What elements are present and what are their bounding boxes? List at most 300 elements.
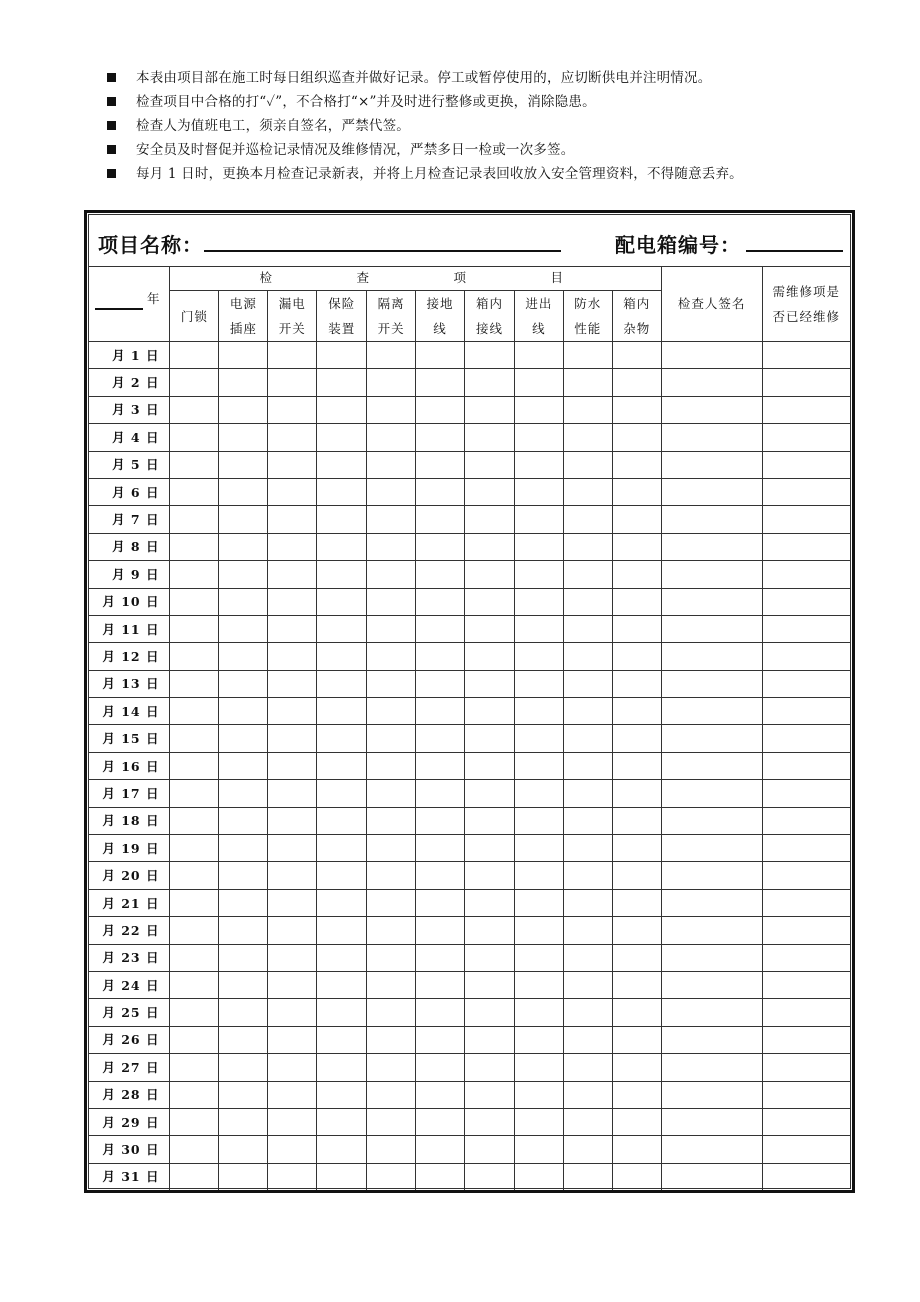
inspector-signature-cell[interactable] — [661, 1136, 762, 1163]
check-cell[interactable] — [219, 588, 268, 615]
inspector-signature-cell[interactable] — [661, 369, 762, 396]
inspector-signature-cell[interactable] — [661, 862, 762, 889]
inspector-signature-cell[interactable] — [661, 725, 762, 752]
check-cell[interactable] — [612, 780, 661, 807]
check-cell[interactable] — [170, 670, 219, 697]
check-cell[interactable] — [219, 424, 268, 451]
check-cell[interactable] — [367, 835, 416, 862]
check-cell[interactable] — [268, 342, 317, 369]
repair-status-cell[interactable] — [762, 1136, 850, 1163]
check-cell[interactable] — [563, 588, 612, 615]
repair-status-cell[interactable] — [762, 780, 850, 807]
check-cell[interactable] — [268, 752, 317, 779]
check-cell[interactable] — [317, 533, 367, 560]
check-cell[interactable] — [612, 1136, 661, 1163]
check-cell[interactable] — [170, 424, 219, 451]
check-cell[interactable] — [416, 1136, 465, 1163]
repair-status-cell[interactable] — [762, 369, 850, 396]
inspector-signature-cell[interactable] — [661, 889, 762, 916]
check-cell[interactable] — [367, 588, 416, 615]
check-cell[interactable] — [465, 1163, 515, 1190]
check-cell[interactable] — [416, 670, 465, 697]
check-cell[interactable] — [367, 396, 416, 423]
check-cell[interactable] — [268, 478, 317, 505]
check-cell[interactable] — [170, 588, 219, 615]
check-cell[interactable] — [612, 396, 661, 423]
check-cell[interactable] — [170, 1136, 219, 1163]
inspector-signature-cell[interactable] — [661, 1054, 762, 1081]
check-cell[interactable] — [317, 1026, 367, 1053]
check-cell[interactable] — [563, 725, 612, 752]
check-cell[interactable] — [317, 561, 367, 588]
check-cell[interactable] — [514, 1108, 563, 1135]
check-cell[interactable] — [416, 1026, 465, 1053]
check-cell[interactable] — [563, 533, 612, 560]
check-cell[interactable] — [416, 807, 465, 834]
check-cell[interactable] — [563, 1163, 612, 1190]
check-cell[interactable] — [268, 424, 317, 451]
inspector-signature-cell[interactable] — [661, 1026, 762, 1053]
repair-status-cell[interactable] — [762, 615, 850, 642]
check-cell[interactable] — [317, 424, 367, 451]
check-cell[interactable] — [514, 369, 563, 396]
check-cell[interactable] — [514, 643, 563, 670]
check-cell[interactable] — [465, 807, 515, 834]
check-cell[interactable] — [170, 862, 219, 889]
check-cell[interactable] — [317, 752, 367, 779]
check-cell[interactable] — [612, 369, 661, 396]
check-cell[interactable] — [416, 533, 465, 560]
check-cell[interactable] — [563, 1081, 612, 1108]
check-cell[interactable] — [219, 478, 268, 505]
check-cell[interactable] — [317, 670, 367, 697]
inspector-signature-cell[interactable] — [661, 533, 762, 560]
check-cell[interactable] — [514, 615, 563, 642]
check-cell[interactable] — [514, 533, 563, 560]
check-cell[interactable] — [268, 1136, 317, 1163]
inspector-signature-cell[interactable] — [661, 643, 762, 670]
check-cell[interactable] — [317, 1163, 367, 1190]
check-cell[interactable] — [563, 807, 612, 834]
check-cell[interactable] — [416, 971, 465, 998]
check-cell[interactable] — [514, 889, 563, 916]
check-cell[interactable] — [416, 561, 465, 588]
check-cell[interactable] — [563, 1136, 612, 1163]
check-cell[interactable] — [268, 533, 317, 560]
repair-status-cell[interactable] — [762, 807, 850, 834]
check-cell[interactable] — [416, 780, 465, 807]
check-cell[interactable] — [219, 999, 268, 1026]
check-cell[interactable] — [612, 1081, 661, 1108]
box-number-field[interactable] — [746, 250, 843, 252]
check-cell[interactable] — [170, 533, 219, 560]
repair-status-cell[interactable] — [762, 451, 850, 478]
check-cell[interactable] — [268, 588, 317, 615]
check-cell[interactable] — [612, 889, 661, 916]
check-cell[interactable] — [367, 862, 416, 889]
check-cell[interactable] — [465, 971, 515, 998]
check-cell[interactable] — [612, 506, 661, 533]
repair-status-cell[interactable] — [762, 971, 850, 998]
repair-status-cell[interactable] — [762, 917, 850, 944]
check-cell[interactable] — [514, 944, 563, 971]
inspector-signature-cell[interactable] — [661, 670, 762, 697]
check-cell[interactable] — [465, 670, 515, 697]
check-cell[interactable] — [465, 752, 515, 779]
check-cell[interactable] — [367, 561, 416, 588]
check-cell[interactable] — [563, 917, 612, 944]
check-cell[interactable] — [416, 1108, 465, 1135]
check-cell[interactable] — [367, 478, 416, 505]
check-cell[interactable] — [465, 1108, 515, 1135]
check-cell[interactable] — [612, 971, 661, 998]
check-cell[interactable] — [317, 643, 367, 670]
check-cell[interactable] — [612, 835, 661, 862]
check-cell[interactable] — [367, 1081, 416, 1108]
check-cell[interactable] — [514, 725, 563, 752]
check-cell[interactable] — [514, 999, 563, 1026]
check-cell[interactable] — [317, 971, 367, 998]
repair-status-cell[interactable] — [762, 670, 850, 697]
check-cell[interactable] — [465, 506, 515, 533]
check-cell[interactable] — [170, 396, 219, 423]
check-cell[interactable] — [563, 999, 612, 1026]
check-cell[interactable] — [612, 533, 661, 560]
repair-status-cell[interactable] — [762, 424, 850, 451]
inspector-signature-cell[interactable] — [661, 1163, 762, 1190]
check-cell[interactable] — [317, 780, 367, 807]
check-cell[interactable] — [367, 917, 416, 944]
check-cell[interactable] — [219, 396, 268, 423]
check-cell[interactable] — [514, 780, 563, 807]
check-cell[interactable] — [268, 1026, 317, 1053]
check-cell[interactable] — [317, 396, 367, 423]
check-cell[interactable] — [170, 752, 219, 779]
check-cell[interactable] — [367, 971, 416, 998]
check-cell[interactable] — [612, 643, 661, 670]
check-cell[interactable] — [268, 643, 317, 670]
inspector-signature-cell[interactable] — [661, 478, 762, 505]
check-cell[interactable] — [317, 917, 367, 944]
check-cell[interactable] — [465, 588, 515, 615]
check-cell[interactable] — [367, 698, 416, 725]
check-cell[interactable] — [416, 835, 465, 862]
check-cell[interactable] — [367, 780, 416, 807]
check-cell[interactable] — [416, 396, 465, 423]
inspector-signature-cell[interactable] — [661, 917, 762, 944]
check-cell[interactable] — [514, 1081, 563, 1108]
check-cell[interactable] — [465, 478, 515, 505]
check-cell[interactable] — [317, 889, 367, 916]
check-cell[interactable] — [219, 862, 268, 889]
check-cell[interactable] — [268, 1108, 317, 1135]
check-cell[interactable] — [465, 917, 515, 944]
check-cell[interactable] — [367, 889, 416, 916]
repair-status-cell[interactable] — [762, 835, 850, 862]
check-cell[interactable] — [563, 780, 612, 807]
check-cell[interactable] — [612, 698, 661, 725]
check-cell[interactable] — [170, 506, 219, 533]
check-cell[interactable] — [219, 1163, 268, 1190]
check-cell[interactable] — [465, 615, 515, 642]
check-cell[interactable] — [612, 752, 661, 779]
check-cell[interactable] — [563, 862, 612, 889]
check-cell[interactable] — [612, 670, 661, 697]
check-cell[interactable] — [268, 944, 317, 971]
check-cell[interactable] — [416, 369, 465, 396]
check-cell[interactable] — [317, 342, 367, 369]
check-cell[interactable] — [367, 533, 416, 560]
check-cell[interactable] — [514, 670, 563, 697]
check-cell[interactable] — [317, 862, 367, 889]
repair-status-cell[interactable] — [762, 698, 850, 725]
check-cell[interactable] — [465, 533, 515, 560]
check-cell[interactable] — [219, 561, 268, 588]
check-cell[interactable] — [563, 396, 612, 423]
check-cell[interactable] — [612, 615, 661, 642]
inspector-signature-cell[interactable] — [661, 971, 762, 998]
check-cell[interactable] — [612, 561, 661, 588]
check-cell[interactable] — [367, 424, 416, 451]
check-cell[interactable] — [465, 1026, 515, 1053]
check-cell[interactable] — [514, 424, 563, 451]
inspector-signature-cell[interactable] — [661, 999, 762, 1026]
check-cell[interactable] — [465, 725, 515, 752]
check-cell[interactable] — [268, 889, 317, 916]
check-cell[interactable] — [416, 506, 465, 533]
inspector-signature-cell[interactable] — [661, 615, 762, 642]
check-cell[interactable] — [268, 670, 317, 697]
check-cell[interactable] — [465, 999, 515, 1026]
check-cell[interactable] — [563, 424, 612, 451]
check-cell[interactable] — [465, 1136, 515, 1163]
check-cell[interactable] — [563, 752, 612, 779]
repair-status-cell[interactable] — [762, 561, 850, 588]
check-cell[interactable] — [219, 944, 268, 971]
check-cell[interactable] — [465, 342, 515, 369]
check-cell[interactable] — [416, 342, 465, 369]
check-cell[interactable] — [416, 1081, 465, 1108]
check-cell[interactable] — [563, 889, 612, 916]
check-cell[interactable] — [563, 369, 612, 396]
check-cell[interactable] — [612, 342, 661, 369]
check-cell[interactable] — [219, 752, 268, 779]
inspector-signature-cell[interactable] — [661, 752, 762, 779]
check-cell[interactable] — [268, 807, 317, 834]
check-cell[interactable] — [563, 1108, 612, 1135]
check-cell[interactable] — [612, 478, 661, 505]
inspector-signature-cell[interactable] — [661, 835, 762, 862]
inspector-signature-cell[interactable] — [661, 506, 762, 533]
check-cell[interactable] — [268, 917, 317, 944]
check-cell[interactable] — [367, 1108, 416, 1135]
check-cell[interactable] — [170, 615, 219, 642]
check-cell[interactable] — [219, 533, 268, 560]
check-cell[interactable] — [367, 807, 416, 834]
check-cell[interactable] — [317, 835, 367, 862]
check-cell[interactable] — [612, 944, 661, 971]
check-cell[interactable] — [465, 396, 515, 423]
check-cell[interactable] — [170, 698, 219, 725]
check-cell[interactable] — [465, 643, 515, 670]
inspector-signature-cell[interactable] — [661, 451, 762, 478]
check-cell[interactable] — [219, 615, 268, 642]
check-cell[interactable] — [219, 835, 268, 862]
check-cell[interactable] — [416, 862, 465, 889]
check-cell[interactable] — [219, 1108, 268, 1135]
inspector-signature-cell[interactable] — [661, 807, 762, 834]
check-cell[interactable] — [416, 917, 465, 944]
inspector-signature-cell[interactable] — [661, 588, 762, 615]
check-cell[interactable] — [612, 588, 661, 615]
check-cell[interactable] — [367, 752, 416, 779]
check-cell[interactable] — [367, 1136, 416, 1163]
repair-status-cell[interactable] — [762, 533, 850, 560]
check-cell[interactable] — [268, 396, 317, 423]
check-cell[interactable] — [317, 615, 367, 642]
check-cell[interactable] — [563, 698, 612, 725]
check-cell[interactable] — [465, 698, 515, 725]
check-cell[interactable] — [170, 369, 219, 396]
check-cell[interactable] — [514, 835, 563, 862]
check-cell[interactable] — [170, 999, 219, 1026]
check-cell[interactable] — [170, 725, 219, 752]
check-cell[interactable] — [219, 807, 268, 834]
check-cell[interactable] — [367, 1026, 416, 1053]
check-cell[interactable] — [268, 698, 317, 725]
check-cell[interactable] — [219, 725, 268, 752]
check-cell[interactable] — [514, 917, 563, 944]
repair-status-cell[interactable] — [762, 1163, 850, 1190]
check-cell[interactable] — [465, 424, 515, 451]
check-cell[interactable] — [317, 698, 367, 725]
check-cell[interactable] — [219, 451, 268, 478]
check-cell[interactable] — [317, 506, 367, 533]
check-cell[interactable] — [416, 643, 465, 670]
check-cell[interactable] — [612, 1108, 661, 1135]
check-cell[interactable] — [514, 1163, 563, 1190]
check-cell[interactable] — [514, 561, 563, 588]
check-cell[interactable] — [563, 1026, 612, 1053]
check-cell[interactable] — [416, 615, 465, 642]
repair-status-cell[interactable] — [762, 862, 850, 889]
check-cell[interactable] — [317, 1136, 367, 1163]
check-cell[interactable] — [612, 451, 661, 478]
check-cell[interactable] — [367, 725, 416, 752]
check-cell[interactable] — [219, 1136, 268, 1163]
check-cell[interactable] — [268, 506, 317, 533]
check-cell[interactable] — [563, 478, 612, 505]
check-cell[interactable] — [268, 1081, 317, 1108]
repair-status-cell[interactable] — [762, 506, 850, 533]
check-cell[interactable] — [612, 1163, 661, 1190]
check-cell[interactable] — [612, 862, 661, 889]
check-cell[interactable] — [170, 478, 219, 505]
check-cell[interactable] — [514, 807, 563, 834]
check-cell[interactable] — [367, 451, 416, 478]
check-cell[interactable] — [268, 561, 317, 588]
check-cell[interactable] — [416, 889, 465, 916]
check-cell[interactable] — [219, 889, 268, 916]
check-cell[interactable] — [416, 999, 465, 1026]
check-cell[interactable] — [170, 1026, 219, 1053]
check-cell[interactable] — [465, 780, 515, 807]
check-cell[interactable] — [170, 451, 219, 478]
year-field[interactable] — [95, 308, 143, 310]
project-name-field[interactable] — [204, 250, 561, 252]
check-cell[interactable] — [170, 1054, 219, 1081]
check-cell[interactable] — [268, 725, 317, 752]
check-cell[interactable] — [416, 588, 465, 615]
check-cell[interactable] — [170, 971, 219, 998]
check-cell[interactable] — [317, 369, 367, 396]
check-cell[interactable] — [514, 396, 563, 423]
check-cell[interactable] — [367, 369, 416, 396]
check-cell[interactable] — [416, 1163, 465, 1190]
check-cell[interactable] — [268, 835, 317, 862]
check-cell[interactable] — [170, 944, 219, 971]
check-cell[interactable] — [170, 835, 219, 862]
repair-status-cell[interactable] — [762, 1026, 850, 1053]
check-cell[interactable] — [170, 1108, 219, 1135]
check-cell[interactable] — [514, 862, 563, 889]
check-cell[interactable] — [268, 780, 317, 807]
check-cell[interactable] — [367, 506, 416, 533]
check-cell[interactable] — [268, 615, 317, 642]
check-cell[interactable] — [317, 725, 367, 752]
check-cell[interactable] — [612, 999, 661, 1026]
check-cell[interactable] — [465, 944, 515, 971]
check-cell[interactable] — [317, 1081, 367, 1108]
check-cell[interactable] — [367, 670, 416, 697]
inspector-signature-cell[interactable] — [661, 698, 762, 725]
check-cell[interactable] — [514, 971, 563, 998]
check-cell[interactable] — [612, 1054, 661, 1081]
check-cell[interactable] — [612, 917, 661, 944]
check-cell[interactable] — [170, 780, 219, 807]
check-cell[interactable] — [563, 944, 612, 971]
repair-status-cell[interactable] — [762, 342, 850, 369]
check-cell[interactable] — [367, 1054, 416, 1081]
check-cell[interactable] — [170, 1081, 219, 1108]
check-cell[interactable] — [268, 1054, 317, 1081]
check-cell[interactable] — [367, 615, 416, 642]
check-cell[interactable] — [563, 451, 612, 478]
check-cell[interactable] — [317, 944, 367, 971]
check-cell[interactable] — [219, 342, 268, 369]
check-cell[interactable] — [563, 643, 612, 670]
check-cell[interactable] — [416, 752, 465, 779]
check-cell[interactable] — [563, 1054, 612, 1081]
inspector-signature-cell[interactable] — [661, 396, 762, 423]
repair-status-cell[interactable] — [762, 725, 850, 752]
check-cell[interactable] — [367, 999, 416, 1026]
check-cell[interactable] — [170, 1163, 219, 1190]
check-cell[interactable] — [563, 971, 612, 998]
check-cell[interactable] — [219, 971, 268, 998]
check-cell[interactable] — [367, 944, 416, 971]
repair-status-cell[interactable] — [762, 1081, 850, 1108]
check-cell[interactable] — [465, 561, 515, 588]
check-cell[interactable] — [416, 478, 465, 505]
repair-status-cell[interactable] — [762, 478, 850, 505]
check-cell[interactable] — [514, 698, 563, 725]
check-cell[interactable] — [465, 451, 515, 478]
check-cell[interactable] — [219, 369, 268, 396]
check-cell[interactable] — [612, 424, 661, 451]
check-cell[interactable] — [268, 1163, 317, 1190]
check-cell[interactable] — [317, 807, 367, 834]
